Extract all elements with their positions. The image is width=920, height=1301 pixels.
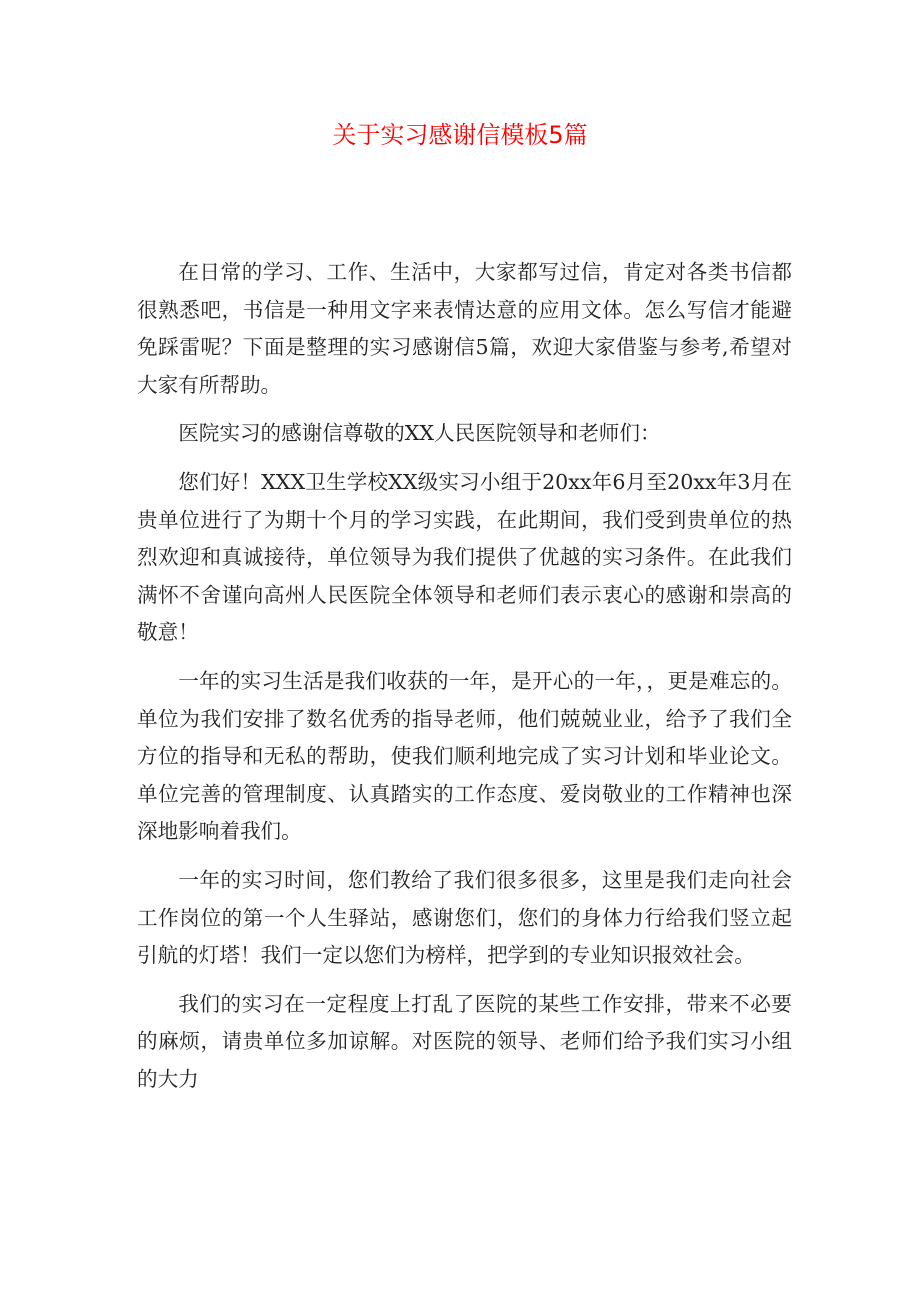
paragraph-apology: 我们的实习在一定程度上打乱了医院的某些工作安排，带来不必要的麻烦，请贵单位多加谅解。对医院的领导、老师们给予我们实习小组的大力: [137, 991, 792, 1091]
paragraph-salutation: 医院实习的感谢信尊敬的XX人民医院领导和老师们：: [178, 421, 661, 446]
paragraph-reflection: 一年的实习生活是我们收获的一年，是开心的一年，，更是难忘的。单位为我们安排了数名优秀的指导老师，他们兢兢业业，给予了我们全方位的指导和无私的帮助，使我们顺利地完成了实习计划和毕业论文。单位完善的管理制度、认真踏实的工作态度、爱岗敬业的工作精神也深深地影响着我们。: [137, 668, 792, 844]
paragraph-greeting: 您们好！XXX卫生学校XX级实习小组于20xx年6月至20xx年3月在贵单位进行了为期十个月的学习实践，在此期间，我们受到贵单位的热烈欢迎和真诚接待，单位领导为我们提供了优越的实习条件。在此我们满怀不舍谨向高州人民医院全体领导和老师们表示衷心的感谢和崇高的敬意！: [137, 469, 792, 645]
document-title: 关于实习感谢信模板5篇: [332, 121, 588, 149]
document-body: [137, 254, 792, 1109]
paragraph-intro: 在日常的学习、工作、生活中，大家都写过信，肯定对各类书信都很熟悉吧，书信是一种用文字来表情达意的应用文体。怎么写信才能避免踩雷呢？下面是整理的实习感谢信5篇，欢迎大家借鉴与参考,希望对大家有所帮助。: [137, 260, 792, 397]
paragraph-gratitude: 一年的实习时间，您们教给了我们很多很多，这里是我们走向社会工作岗位的第一个人生驿站，感谢您们，您们的身体力行给我们竖立起引航的灯塔！我们一定以您们为榜样，把学到的专业知识报效社会。: [137, 867, 792, 968]
